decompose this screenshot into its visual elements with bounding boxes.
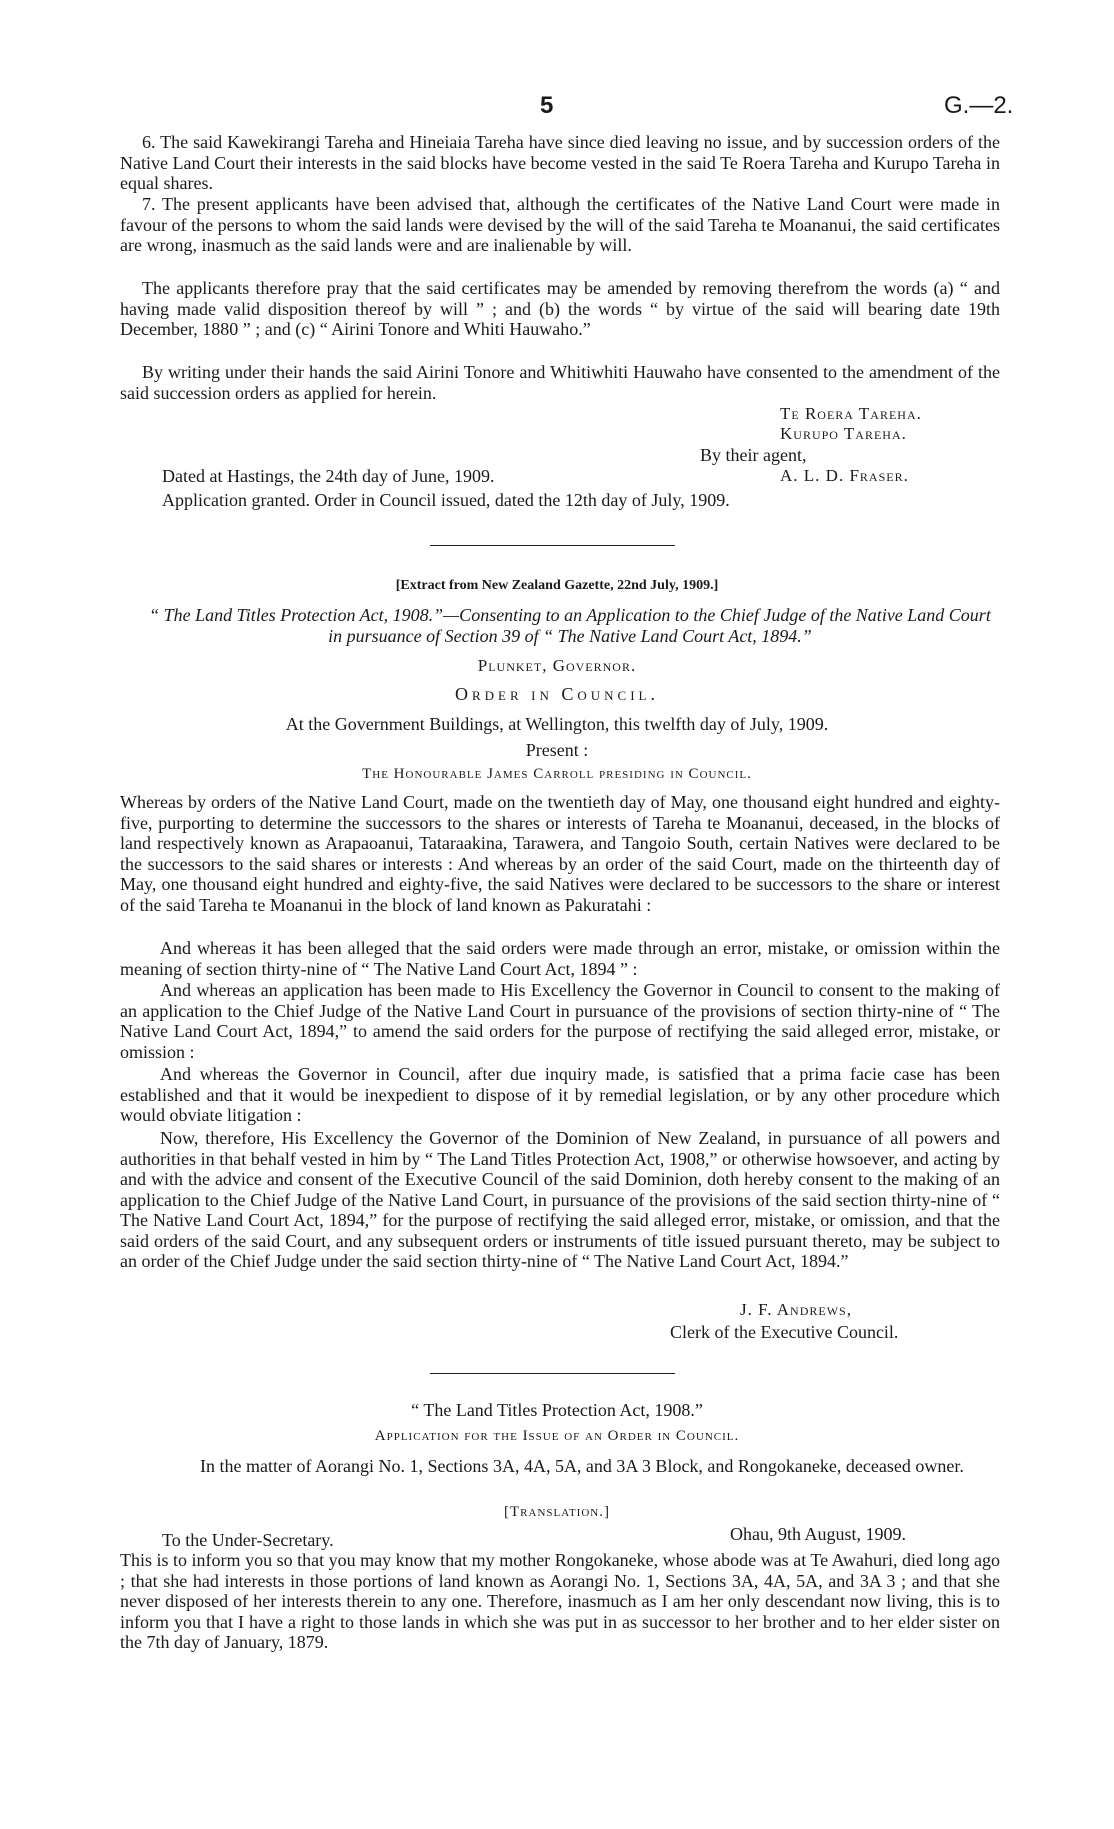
application-heading: Application for the Issue of an Order in Council.	[374, 1428, 740, 1444]
agent-name: A. L. D. Fraser.	[780, 466, 909, 485]
order-heading: Order in Council.	[455, 684, 659, 704]
signatory-te-roera: Te Roera Tareha.	[780, 404, 922, 423]
whereas-paragraph-1: Whereas by orders of the Native Land Court, made on the twentieth day of May, one thousand eight hundred and eighty-five, purporting to determine the successors to the shares or interests of Tareha te Moananui, deceased, in the blocks of land respectively known as Arapaoanui, Tataraakina, Tarawera, and Tangoio South, certain Natives were declared to be the successors to the said shares or interests : And whereas by an order of the said Court, made on the thirteenth day of May, one thousand eight hundred and eighty-five, the said Natives were declared to be successors to the share or interest of the said Tareha te Moananui in the block of land known as Pakuratahi :	[120, 792, 1000, 915]
paragraph-6: 6. The said Kawekirangi Tareha and Hineiaia Tareha have since died leaving no issue, and by succession orders of the Native Land Court their interests in the said blocks have become vested in the said Te Roera Tareha and Kurupo Tareha in equal shares.	[120, 132, 1000, 193]
gazette-extract-note: [Extract from New Zealand Gazette, 22nd July, 1909.]	[395, 578, 719, 593]
letter-body: This is to inform you so that you may know that my mother Rongokaneke, whose abode was at Te Awahuri, died long ago ; that she had interests in those portions of land known as Aorangi No. 1, Sections 3A, 4A, 5A, and 3A 3 ; and that she never disposed of her interests therein to any one. Therefore, inasmuch as I am her only descendant now living, this is to inform you that I have a right to those lands in which she was put in as successor to her brother and to her elder sister on the 7th day of January, 1879.	[120, 1550, 1000, 1652]
agent-label: By their agent,	[700, 445, 807, 465]
governor-signature: Plunket, Governor.	[477, 656, 637, 675]
signatory-kurupo: Kurupo Tareha.	[780, 424, 907, 443]
present-label: Present :	[525, 740, 589, 760]
clerk-name: J. F. Andrews,	[740, 1300, 852, 1319]
order-place-date: At the Government Buildings, at Wellington, this twelfth day of July, 1909.	[285, 714, 829, 734]
page-number: 5	[540, 92, 554, 119]
whereas-paragraph-4: And whereas the Governor in Council, after due inquiry made, is satisfied that a prima facie case has been established and that it would be inexpedient to dispose of it by remedial legislation, or by any other procedure which would obviate litigation :	[120, 1064, 1000, 1125]
whereas-paragraph-3: And whereas an application has been made to His Excellency the Governor in Council to consent to the making of an application to the Chief Judge of the Native Land Court in pursuance of the provisions of section thirty-nine of “ The Native Land Court Act, 1894,” to amend the said orders for the purpose of rectifying the said alleged error, mistake, or omission :	[120, 980, 1000, 1062]
translation-note: [Translation.]	[504, 1504, 610, 1520]
place-date: Ohau, 9th August, 1909.	[730, 1524, 907, 1544]
now-therefore-paragraph: Now, therefore, His Excellency the Governor of the Dominion of New Zealand, in pursuance of all powers and authorities in that behalf vested in him by “ The Land Titles Protection Act, 1908,” or otherwise howsoever, and acting by and with the advice and consent of the Executive Council of the said Dominion, doth hereby consent to the making of an application to the Chief Judge of the Native Land Court, in pursuance of the provisions of the said section thirty-nine of “ The Native Land Court Act, 1894,” for the purpose of rectifying the said alleged error, mistake, or omission, and that the said orders of the said Court, and any subsequent orders or instruments of title issued pursuant thereto, may be subject to an order of the Chief Judge under the said section thirty-nine of “ The Native Land Court Act, 1894.”	[120, 1128, 1000, 1271]
act-title: “ The Land Titles Protection Act, 1908.”	[411, 1400, 703, 1420]
addressee: To the Under-Secretary.	[162, 1530, 334, 1550]
consent-paragraph: By writing under their hands the said Airini Tonore and Whitiwhiti Hauwaho have consented to the amendment of the said succession orders as applied for herein.	[120, 362, 1000, 403]
matter-line: In the matter of Aorangi No. 1, Sections 3A, 4A, 5A, and 3A 3 Block, and Rongokaneke, deceased owner.	[200, 1456, 964, 1476]
dated-line: Dated at Hastings, the 24th day of June, 1909.	[162, 466, 495, 486]
section-divider-2	[430, 1373, 675, 1374]
paragraph-7: 7. The present applicants have been advised that, although the certificates of the Native Land Court were made in favour of the persons to whom the said lands were devised by the will of the said Tareha te Moananui, the said certificates are wrong, inasmuch as the said lands were and are inalienable by will.	[120, 194, 1000, 255]
clerk-title: Clerk of the Executive Council.	[670, 1322, 899, 1342]
order-title: “ The Land Titles Protection Act, 1908.”—Consenting to an Application to the Chief Judge of the Native Land Court in pursuance of Section 39 of “ The Native Land Court Act, 1894.”	[149, 605, 991, 646]
application-granted: Application granted. Order in Council issued, dated the 12th day of July, 1909.	[162, 490, 730, 510]
document-reference: G.—2.	[944, 92, 1014, 119]
prayer-paragraph: The applicants therefore pray that the said certificates may be amended by removing therefrom the words (a) “ and having made valid disposition thereof by will ” ; and (b) the words “ by virtue of the said will bearing date 19th December, 1880 ” ; and (c) “ Airini Tonore and Whiti Hauwaho.”	[120, 278, 1000, 339]
whereas-paragraph-2: And whereas it has been alleged that the said orders were made through an error, mistake, or omission within the meaning of section thirty-nine of “ The Native Land Court Act, 1894 ” :	[120, 938, 1000, 979]
presiding-line: The Honourable James Carroll presiding in Council.	[362, 766, 752, 782]
section-divider	[430, 545, 675, 546]
